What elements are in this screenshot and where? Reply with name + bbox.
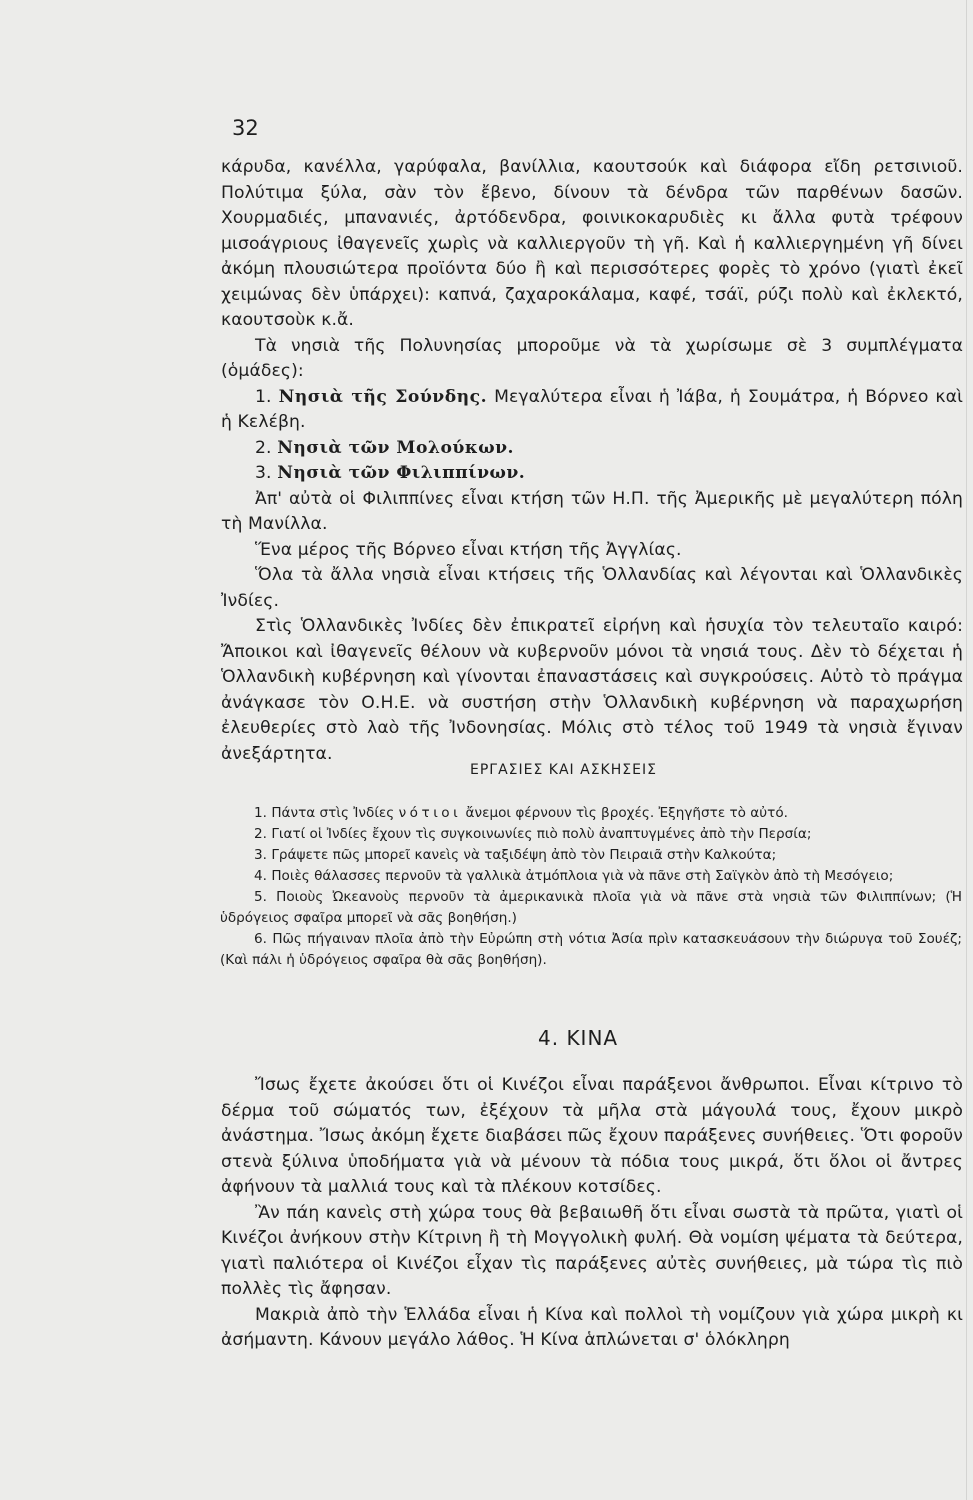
exercise-item: 4. Ποιὲς θάλασσες περνοῦν τὰ γαλλικὰ ἀτμόπλοια γιὰ νὰ πᾶνε στὴ Σαϊγκὸν ἀπὸ τὴ Μεσόγειο; (254, 868, 894, 884)
paragraph: κάρυδα, κανέλλα, γαρύφαλα, βανίλλια, καουτσούκ καὶ διάφορα εἴδη ρετσινιοῦ. Πολύτιμα ξύλα, σὰν τὸν ἔβενο, δίνουν τὰ δένδρα τῶν παρθένων δασῶν. Χουρμαδιές, μπανανιές, ἀρτόδενδρα, φοινικοκαρυδιὲς κι ἄλλα φυτὰ τρέφουν μισοάγριους ἰθαγενεῖς χωρὶς νὰ καλλιεργοῦν τὴ γῆ. Καὶ ἡ καλλιεργημένη γῆ δίνει ἀκόμη πλουσιώτερα προϊόντα δύο ἢ καὶ περισσότερες φορὲς τὸ χρόνο (γιατὶ ἐκεῖ χειμώνας δὲν ὑπάρχει): καπνά, ζαχαροκάλαμα, καφέ, τσάϊ, ρύζι πολὺ καὶ ἐκλεκτό, καουτσοὺκ κ.ἄ. (221, 157, 963, 330)
group-name: Νησιὰ τῶν Μολούκων. (277, 437, 515, 458)
section-text (221, 155, 963, 767)
exercise-item: 5. Ποιοὺς Ὠκεανοὺς περνοῦν τὰ ἀμερικανικὰ πλοῖα γιὰ νὰ πᾶνε στὰ νησιὰ τῶν Φιλιππίνων; (Ἡ ὑδρόγειος σφαῖρα μπορεῖ νὰ σᾶς βοηθήση.) (220, 889, 962, 926)
page-number: 32 (232, 116, 259, 140)
group-name: Νησιὰ τῶν Φιλιππίνων. (277, 463, 526, 483)
paragraph: Μακριὰ ἀπὸ τὴν Ἑλλάδα εἶναι ἡ Κίνα καὶ πολλοὶ τὴ νομίζουν γιὰ χώρα μικρὴ κι ἀσήμαντη. Κάνουν μεγάλο λάθος. Ἡ Κίνα ἁπλώνεται σ' ὁλόκληρη (221, 1304, 963, 1350)
paragraph: Ἀπ' αὐτὰ οἱ Φιλιππίνες εἶναι κτήση τῶν Η.Π. τῆς Ἀμερικῆς μὲ μεγαλύτερη πόλη τὴ Μανίλλα. (221, 488, 963, 534)
exercise-item: 6. Πῶς πήγαιναν πλοῖα ἀπὸ τὴν Εὐρώπη στὴ νότια Ἀσία πρὶν κατασκευάσουν τὴν διώρυγα τοῦ Σουέζ; (Καὶ πάλι ἡ ὑδρόγειος σφαῖρα θὰ σᾶς βοηθήση). (220, 931, 962, 968)
paragraph: Ὅλα τὰ ἄλλα νησιὰ εἶναι κτήσεις τῆς Ὁλλανδίας καὶ λέγονται καὶ Ὁλλανδικὲς Ἰνδίες. (221, 565, 963, 611)
chapter-text (221, 1073, 963, 1354)
paragraph: Ἴσως ἔχετε ἀκούσει ὅτι οἱ Κινέζοι εἶναι παράξενοι ἄνθρωποι. Εἶναι κίτρινο τὸ δέρμα τοῦ σώματός των, ἐξέχουν τὰ μῆλα στὰ μάγουλά τους, ἔχουν μικρὸ ἀνάστημα. Ἴσως ἀκόμη ἔχετε διαβάσει πῶς ἔχουν παράξενες συνήθειες. Ὅτι φοροῦν στενὰ ξύλινα ὑποδήματα γιὰ νὰ μένουν τὰ πόδια τους μικρά, ὅτι ὅλοι οἱ ἄντρες ἀφήνουν τὰ μαλλιά τους καὶ τὰ πλέκουν κοτσίδες. (221, 1075, 963, 1197)
paragraph: Ἂν πάη κανεὶς στὴ χώρα τους θὰ βεβαιωθῆ ὅτι εἶναι σωστὰ τὰ πρῶτα, γιατὶ οἱ Κινέζοι ἀνήκουν στὴν Κίτρινη ἢ τὴ Μογγολικὴ φυλή. Θὰ νομίση ψέματα τὰ δεύτερα, γιατὶ παλιότερα οἱ Κινέζοι εἶχαν τὶς παράξενες αὐτὲς συνήθειες, μὰ τώρα τὶς πιὸ πολλὲς τὶς ἄφησαν. (221, 1202, 963, 1299)
exercises-title: ΕΡΓΑΣΙΕΣ ΚΑΙ ΑΣΚΗΣΕΙΣ (470, 762, 657, 778)
exercise-item: 3. Γράψετε πῶς μπορεῖ κανεὶς νὰ ταξιδέψη ἀπὸ τὸν Πειραιᾶ στὴν Καλκούτα; (254, 847, 777, 863)
group-item: 3. Νησιὰ τῶν Φιλιππίνων. (255, 463, 526, 483)
paragraph: Στὶς Ὁλλανδικὲς Ἰνδίες δὲν ἐπικρατεῖ εἰρήνη καὶ ἡσυχία τὸν τελευταῖο καιρό: Ἄποικοι καὶ ἰθαγενεῖς θέλουν νὰ κυβερνοῦν μόνοι τὰ νησιά τους. Δὲν τὸ δέχεται ἡ Ὁλλανδικὴ κυβέρνηση καὶ γίνονται ἐπαναστάσεις καὶ συγκρούσεις. Αὐτὸ τὸ πράγμα ἀνάγκασε τὸν Ο.Η.Ε. νὰ συστήση στὴν Ὁλλανδικὴ κυβέρνηση νὰ παραχωρήση ἐλευθερίες στὸ λαὸ τῆς Ἰνδονησίας. Μόλις στὸ τέλος τοῦ 1949 τὰ νησιὰ ἔγιναν ἀνεξάρτητα. (221, 616, 963, 764)
exercise-item: 1. Πάντα στὶς Ἰνδίες νότιοι ἄνεμοι φέρνουν τὶς βροχές. Ἐξηγῆστε τὸ αὐτό. (254, 805, 788, 821)
group-item: 2. Νησιὰ τῶν Μολούκων. (255, 437, 515, 458)
group-item: 1. Νησιὰ τῆς Σούνδης. Μεγαλύτερα εἶναι ἡ Ἰάβα, ἡ Σουμάτρα, ἡ Βόρνεο καὶ ἡ Κελέβη. (221, 386, 963, 432)
page-edge-line (966, 0, 967, 1500)
exercises-list (220, 803, 962, 971)
group-name: Νησιὰ τῆς Σούνδης. (278, 386, 488, 407)
chapter-title: 4. ΚΙΝΑ (538, 1026, 619, 1050)
exercise-item: 2. Γιατί οἱ Ἰνδίες ἔχουν τὶς συγκοινωνίες πιὸ πολὺ ἀναπτυγμένες ἀπὸ τὴν Περσία; (254, 826, 812, 842)
paragraph: Τὰ νησιὰ τῆς Πολυνησίας μποροῦμε νὰ τὰ χωρίσωμε σὲ 3 συμπλέγματα (ὁμάδες): (221, 335, 963, 381)
paragraph: Ἕνα μέρος τῆς Βόρνεο εἶναι κτήση τῆς Ἀγγλίας. (255, 539, 682, 560)
